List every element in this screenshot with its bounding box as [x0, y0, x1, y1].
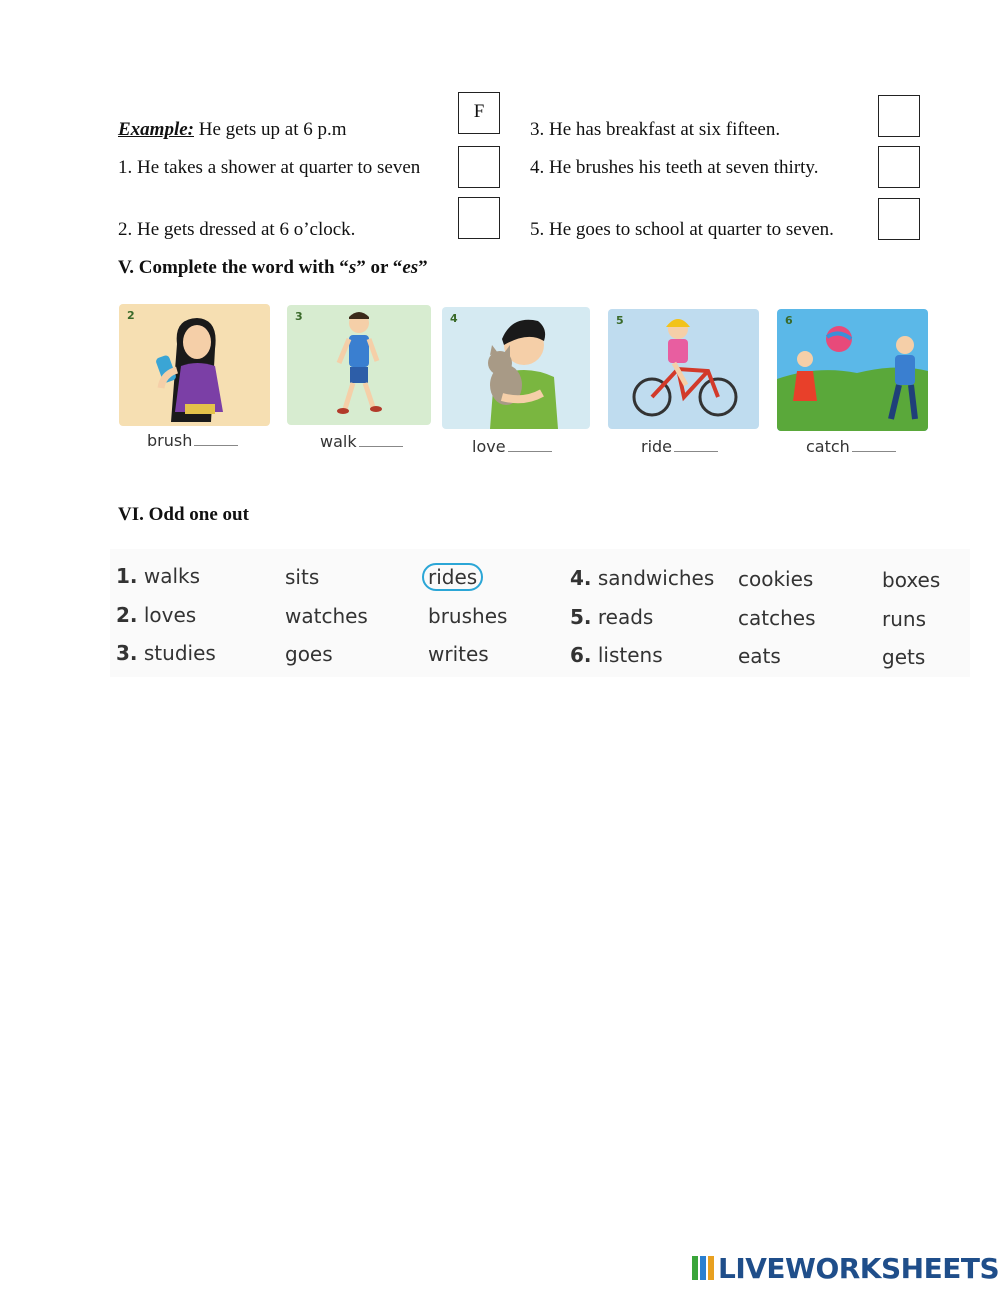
statement-2: 2. He gets dressed at 6 o’clock. — [118, 219, 356, 240]
picture-card-catch — [777, 309, 928, 431]
example-text: He gets up at 6 p.m — [194, 119, 347, 140]
row-4-word-1 — [570, 566, 714, 590]
card-word: brush — [147, 431, 193, 450]
row-2-word-1 — [116, 603, 196, 627]
card-word: catch — [806, 437, 850, 456]
row-4-word-3[interactable]: boxes — [882, 568, 941, 592]
answer-blank[interactable] — [508, 437, 552, 452]
statement-4: 4. He brushes his teeth at seven thirty. — [530, 157, 819, 178]
row-2-word-2[interactable]: watches — [285, 604, 368, 628]
picture-card-love — [442, 307, 590, 429]
row-1-word-1 — [116, 564, 200, 588]
answer-box-3[interactable] — [878, 95, 920, 137]
card-word: love — [472, 437, 506, 456]
girl-riding-bike-illustration — [608, 309, 759, 429]
card-word: ride — [641, 437, 673, 456]
heading-prefix: V. Complete the word with “ — [118, 257, 349, 278]
statement-5: 5. He goes to school at quarter to seven. — [530, 219, 834, 240]
section-vi-heading: VI. Odd one out — [118, 504, 249, 525]
card-word-brush — [147, 431, 238, 450]
row-1-word-3-circled[interactable]: rides — [422, 563, 483, 591]
row-3-word-3[interactable]: writes — [428, 642, 489, 666]
card-number: 3 — [295, 310, 303, 323]
heading-es: es — [402, 257, 419, 278]
girl-brushing-hair-illustration — [119, 304, 270, 426]
picture-card-brush — [119, 304, 270, 426]
answer-box-4[interactable] — [878, 146, 920, 188]
answer-box-2[interactable] — [458, 197, 500, 239]
boy-walking-illustration — [287, 305, 431, 425]
heading-suffix: ” — [418, 257, 428, 278]
row-6-word-3[interactable]: gets — [882, 645, 926, 669]
statement-3: 3. He has breakfast at six fifteen. — [530, 119, 781, 140]
word[interactable]: loves — [143, 603, 197, 627]
row-number: 4. — [570, 566, 592, 590]
heading-s: s — [348, 257, 357, 278]
odd-one-out-panel — [110, 549, 970, 677]
row-number: 2. — [116, 603, 138, 627]
row-6-word-2[interactable]: eats — [738, 644, 781, 668]
answer-blank[interactable] — [852, 437, 896, 452]
card-word: walk — [320, 432, 357, 451]
card-number: 2 — [127, 309, 135, 322]
liveworksheets-logo — [692, 1252, 999, 1284]
boy-hugging-cat-illustration — [442, 307, 590, 429]
logo-mark-icon — [692, 1256, 714, 1280]
section-v-heading — [118, 257, 428, 279]
kids-catching-ball-illustration — [777, 309, 928, 431]
example-statement — [118, 119, 347, 141]
row-number: 1. — [116, 564, 138, 588]
card-word-walk — [320, 432, 403, 451]
answer-blank[interactable] — [674, 437, 718, 452]
answer-blank[interactable] — [194, 431, 238, 446]
row-number: 5. — [570, 605, 592, 629]
example-answer-box: F — [458, 92, 500, 134]
row-1-word-2[interactable]: sits — [285, 565, 320, 589]
answer-box-5[interactable] — [878, 198, 920, 240]
row-5-word-3[interactable]: runs — [882, 607, 926, 631]
row-number: 3. — [116, 641, 138, 665]
card-number: 6 — [785, 314, 793, 327]
card-word-ride — [641, 437, 718, 456]
word[interactable]: reads — [597, 605, 654, 629]
word[interactable]: studies — [143, 641, 216, 665]
word[interactable]: sandwiches — [597, 566, 715, 590]
picture-card-walk — [287, 305, 431, 425]
answer-box-1[interactable] — [458, 146, 500, 188]
row-6-word-1 — [570, 643, 663, 667]
answer-blank[interactable] — [359, 432, 403, 447]
row-5-word-2[interactable]: catches — [738, 606, 816, 630]
row-3-word-2[interactable]: goes — [285, 642, 333, 666]
row-number: 6. — [570, 643, 592, 667]
row-3-word-1 — [116, 641, 216, 665]
row-2-word-3[interactable]: brushes — [428, 604, 508, 628]
heading-mid: ” or “ — [356, 257, 403, 278]
card-word-love — [472, 437, 552, 456]
statement-1: 1. He takes a shower at quarter to seven — [118, 157, 421, 178]
logo-text: LIVEWORKSHEETS — [718, 1251, 1000, 1285]
example-label: Example: — [118, 119, 194, 140]
word[interactable]: listens — [597, 643, 663, 667]
card-number: 4 — [450, 312, 458, 325]
row-4-word-2[interactable]: cookies — [738, 567, 814, 591]
picture-card-ride — [608, 309, 759, 429]
word[interactable]: walks — [143, 564, 201, 588]
row-5-word-1 — [570, 605, 653, 629]
card-number: 5 — [616, 314, 624, 327]
card-word-catch — [806, 437, 896, 456]
